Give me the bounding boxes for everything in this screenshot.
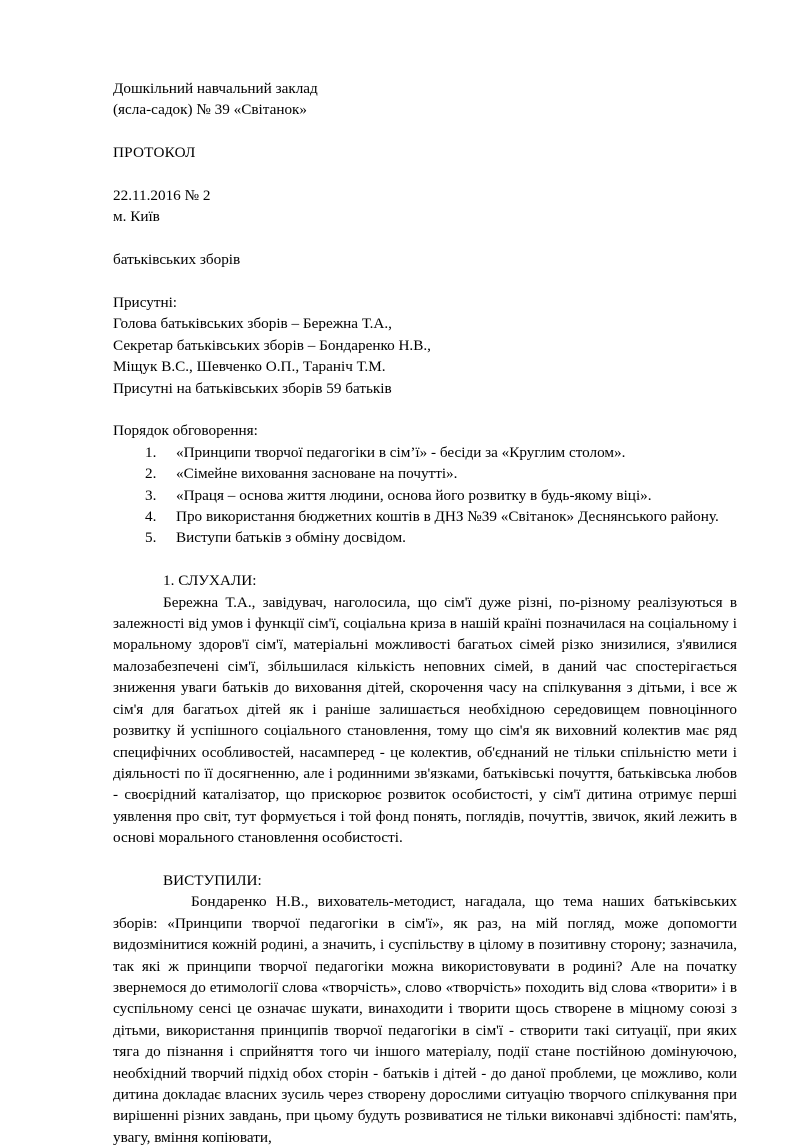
attendee-secretary: Секретар батьківських зборів – Бондаренко Н.В., [113,336,431,354]
agenda-item [113,527,737,548]
agenda-item-text: «Сімейне виховання засноване на почутті». [176,465,458,483]
spacer [113,549,737,570]
document-city: м. Київ [113,208,160,226]
document-body [113,78,737,1148]
document-meta [113,185,737,228]
section-heard [113,570,737,848]
agenda-heading: Порядок обговорення: [113,422,258,440]
agenda-item-number: 5. [145,529,157,547]
agenda-item [113,485,737,506]
spacer [113,121,737,142]
spacer [113,271,737,292]
agenda-item-text: Про використання бюджетних коштів в ДНЗ №39 «Світанок» Деснянського району. [176,508,719,526]
document-title: ПРОТОКОЛ [113,144,196,162]
organization-line-2: (ясла-садок) № 39 «Світанок» [113,101,308,119]
agenda-section [113,420,737,548]
agenda-item-text: «Праця – основа життя людини, основа його розвитку в будь-якому віці». [176,486,652,504]
document-subject: батьківських зборів [113,251,241,269]
agenda-item-number: 1. [145,443,157,461]
attendees-section [113,292,737,399]
spacer [113,164,737,185]
organization-heading [113,78,737,121]
attendee-chair: Голова батьківських зборів – Бережна Т.А., [113,315,392,333]
agenda-item [113,463,737,484]
agenda-item-number: 3. [145,486,157,504]
spacer [113,849,737,870]
section-heading-spoke: ВИСТУПИЛИ: [163,871,262,889]
agenda-item-number: 4. [145,508,157,526]
section-paragraph-heard: Бережна Т.А., завідувач, наголосила, що сім'ї дуже різні, по-різному реалізуються в залежності від умов і функції сім'ї, соціальна криза в нашій країні позначилася на соціальному і моральному здоров'ї сім'ї, матеріальні можливості багатьох сімей різко знизилися, з'явилися малозабезпечені сім'ї, збільшилася кількість неповних сімей, в даний час спостерігається зниження уваги батьків до виховання дітей, скорочення часу на спілкування з дітьми, і все ж сім'я для багатьох дітей як і раніше залишається необхідною середовищем повноцінного розвитку й успішного соціального становлення, тому що сім'я як виховний колектив має ряд специфічних особливостей, насамперед - це колектив, об'єднаний не тільки спільністю мети і діяльності по її досягненню, але і родинними зв'язками, батьківські почуття, батьківська любов - своєрідний каталізатор, що прискорює розвиток особистості, у сім'ї дитина отримує перші уявлення про світ, тут формується і той фонд понять, поглядів, почуттів, звичок, який лежить в основі морального становлення особистості. [113,593,737,847]
attendee-count: Присутні на батьківських зборів 59 батьків [113,379,392,397]
agenda-list [113,442,737,549]
attendee-members: Міщук В.С., Шевченко О.П., Тараніч Т.М. [113,358,386,376]
agenda-item-text: Виступи батьків з обміну досвідом. [176,529,406,547]
spacer [113,399,737,420]
section-spoke [113,870,737,1148]
section-paragraph-spoke: Бондаренко Н.В., вихователь-методист, нагадала, що тема наших батьківських зборів: «Принципи творчої педагогіки в сім'ї», як раз, на мій погляд, може допомогти видозмінитися кожній родині, а значить, і суспільству в цілому в позитивну сторону; зазначила, так які ж принципи творчої педагогіки можна використовувати в родині? Але на початку звернемося до етимології слова «творчість», слово «творчість» походить від слова «творити» і в суспільному сенсі це означає шукати, винаходити і творити щось створене в міцному союзі з дітьми, використання принципів творчої педагогіки в сім'ї - створити такі ситуації, при яких тяга до пізнання і сприйняття того чи іншого матеріалу, події стане постійною домінуючою, необхідний творчий підхід обох сторін - батьків і дітей - до даної проблеми, це можливо, коли дитина докладає власних зусиль через створену дорослими ситуацію творчого спілкування при вирішенні різних завдань, при цьому будуть розвиватися не тільки виконавчі здібності: пам'ять, увагу, вміння копіювати, [113,893,737,1146]
agenda-item-text: «Принципи творчої педагогіки в сім’ї» - бесіди за «Круглим столом». [176,443,626,461]
attendees-label: Присутні: [113,294,178,311]
section-heading-heard: 1. СЛУХАЛИ: [163,572,257,590]
agenda-item [113,442,737,463]
spacer [113,228,737,249]
document-date-number: 22.11.2016 № 2 [113,187,211,204]
agenda-item [113,506,737,527]
organization-line-1: Дошкільний навчальний заклад [113,80,318,97]
agenda-item-number: 2. [145,465,157,483]
